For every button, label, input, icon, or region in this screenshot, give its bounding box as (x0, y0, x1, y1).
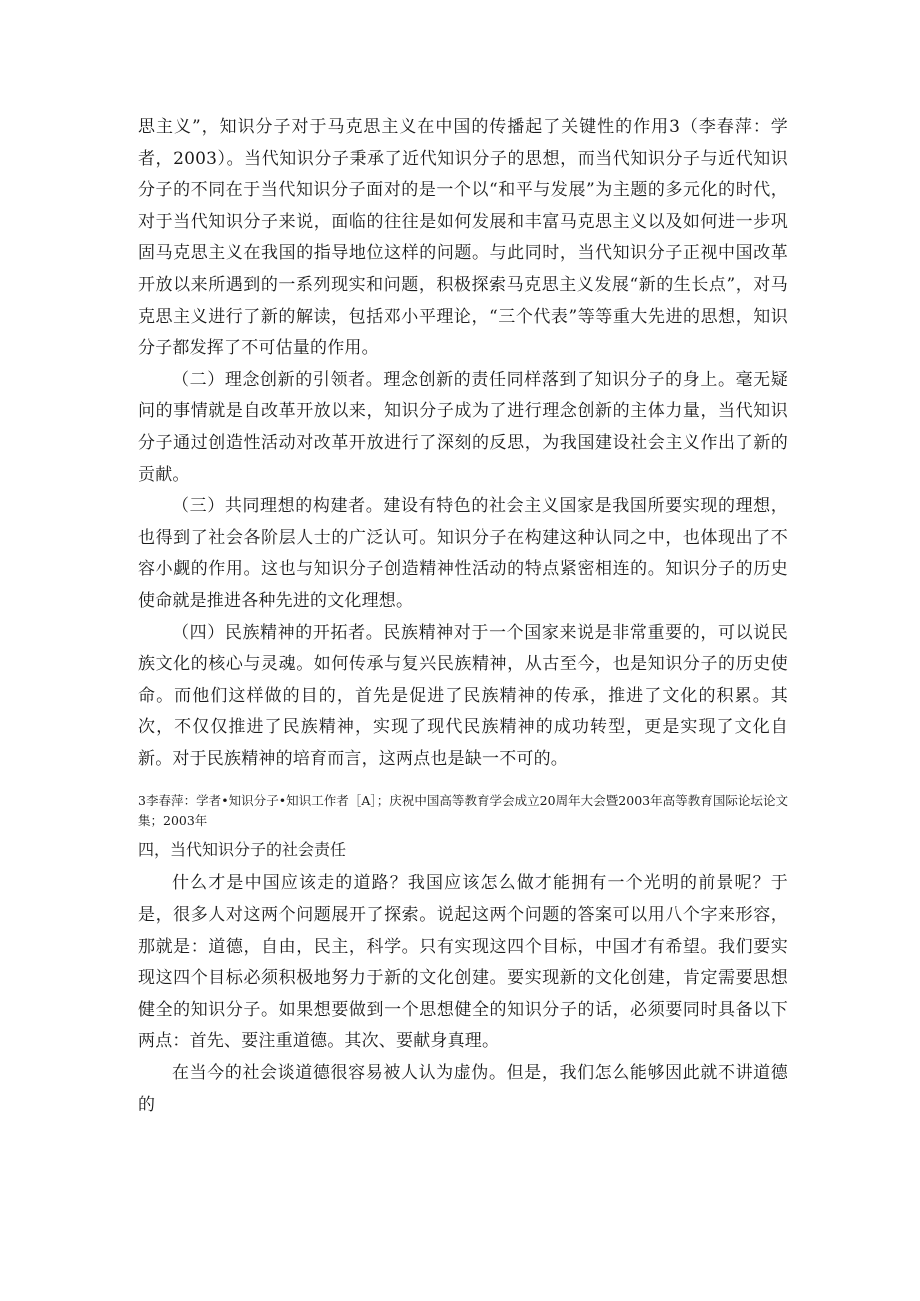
paragraph-concept-innovation: （二）理念创新的引领者。理念创新的责任同样落到了知识分子的身上。毫无疑问的事情就是自改革开放以来，知识分子成为了进行理念创新的主体力量，当代知识分子通过创造性活动对改革开放进行了深刻的反思，为我国建设社会主义作出了新的贡献。 (138, 369, 788, 485)
paragraph-morality: 在当今的社会谈道德很容易被人认为虚伪。但是，我们怎么能够因此就不讲道德的 (138, 1063, 788, 1115)
paragraph-common-ideal: （三）共同理想的构建者。建设有特色的社会主义国家是我国所要实现的理想，也得到了社会各阶层人士的广泛认可。知识分子在构建这种认同之中，也体现出了不容小觑的作用。这也与知识分子创造精神性活动的特点紧密相连的。知识分子的历史使命就是推进各种先进的文化理想。 (138, 496, 788, 611)
section-heading: 四，当代知识分子的社会责任 (138, 840, 347, 860)
paragraph-china-path: 什么才是中国应该走的道路？我国应该怎么做才能拥有一个光明的前景呢？于是，很多人对这两个问题展开了探索。说起这两个问题的答案可以用八个字来形容，那就是：道德，自由，民主，科学。只有实现这四个目标，中国才有希望。我们要实现这四个目标必须积极地努力于新的文化创建。要实现新的文化创建，肯定需要思想健全的知识分子。如果想要做到一个思想健全的知识分子的话，必须要同时具备以下两点：首先、要注重道德。其次、要献身真理。 (138, 873, 788, 1052)
footnote: 3李春萍：学者•知识分子•知识工作者［A］；庆祝中国高等教育学会成立20周年大会暨2003年高等教育国际论坛论文集；2003年 (138, 793, 788, 829)
paragraph-national-spirit: （四）民族精神的开拓者。民族精神对于一个国家来说是非常重要的，可以说民族文化的核心与灵魂。如何传承与复兴民族精神，从古至今，也是知识分子的历史使命。而他们这样做的目的，首先是促进了民族精神的传承，推进了文化的积累。其次，不仅仅推进了民族精神，实现了现代民族精神的成功转型，更是实现了文化自新。对于民族精神的培育而言，这两点也是缺一不可的。 (138, 622, 788, 769)
document-page (138, 112, 788, 1121)
paragraph-marxism-continuation: 思主义”，知识分子对于马克思主义在中国的传播起了关键性的作用3（李春萍：学者，2003）。当代知识分子秉承了近代知识分子的思想，而当代知识分子与近代知识分子的不同在于当代知识分子面对的是一个以“和平与发展”为主题的多元化的时代，对于当代知识分子来说，面临的往往是如何发展和丰富马克思主义以及如何进一步巩固马克思主义在我国的指导地位这样的问题。与此同时，当代知识分子正视中国改革开放以来所遇到的一系列现实和问题，积极探索马克思主义发展“新的生长点”，对马克思主义进行了新的解读，包括邓小平理论，“三个代表”等等重大先进的思想，知识分子都发挥了不可估量的作用。 (138, 117, 788, 359)
